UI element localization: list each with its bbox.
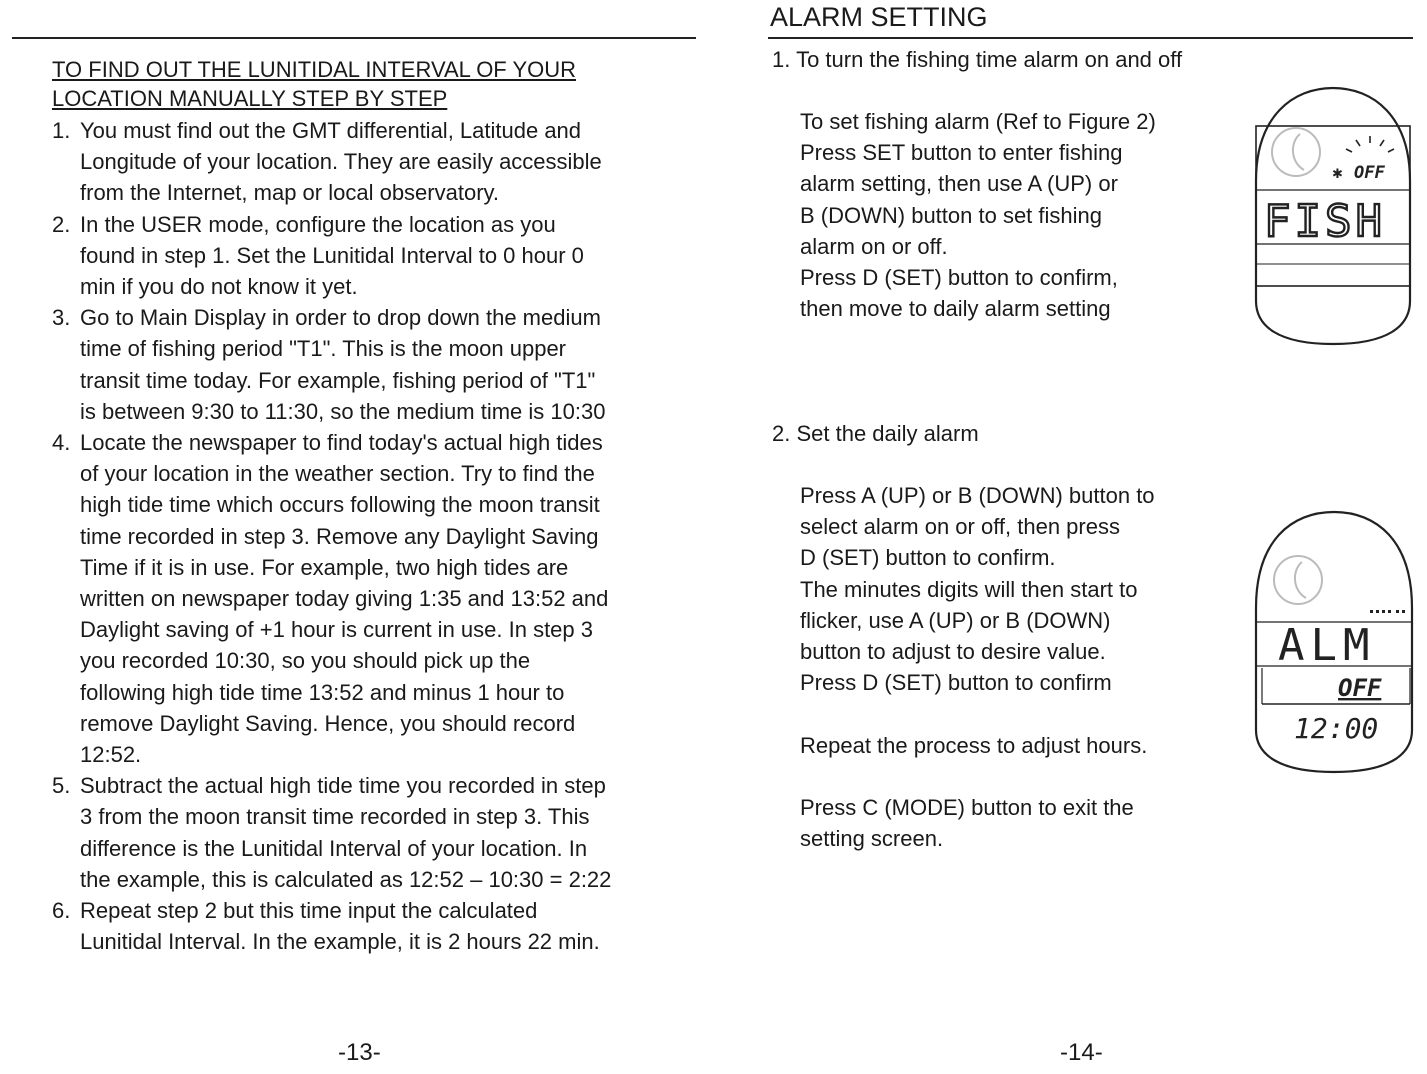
left-heading-line-2: LOCATION MANUALLY STEP BY STEP — [52, 86, 448, 111]
step-line: Subtract the actual high tide time you recorded in step — [80, 773, 606, 799]
text-line: Press SET button to enter fishing — [800, 140, 1123, 166]
text-line: button to adjust to desire value. — [800, 639, 1106, 665]
step-number: 2. — [52, 211, 71, 237]
step-line: from the Internet, map or local observatory. — [80, 180, 499, 206]
step-item — [52, 302, 700, 427]
text-line: then move to daily alarm setting — [800, 296, 1111, 322]
step-line: following high tide time 13:52 and minus 1 hour to — [80, 679, 565, 705]
step-line: Daylight saving of +1 hour is current in use. In step 3 — [80, 617, 594, 643]
page-number-right: -14- — [1060, 1039, 1103, 1066]
step-line: time of fishing period "T1". This is the moon upper — [80, 336, 567, 362]
section1-heading: 1. To turn the fishing time alarm on and off — [772, 47, 1183, 72]
step-number: 4. — [52, 430, 71, 456]
text-line: D (SET) button to confirm. — [800, 545, 1056, 571]
step-number: 6. — [52, 898, 71, 924]
section2-para3 — [800, 792, 1155, 854]
text-line: Press A (UP) or B (DOWN) button to — [800, 483, 1155, 508]
section1-body — [800, 106, 1156, 324]
step-line: Go to Main Display in order to drop down the medium — [80, 305, 601, 331]
text-line: Press D (SET) button to confirm, — [800, 265, 1118, 291]
step-line: Longitude of your location. They are easily accessible — [80, 149, 602, 175]
step-number: 5. — [52, 773, 71, 799]
text-line: To set fishing alarm (Ref to Figure 2) — [800, 109, 1156, 134]
page-title: ALARM SETTING — [770, 2, 988, 32]
lcd-status-text: OFF — [1338, 674, 1382, 702]
step-line: Repeat step 2 but this time input the calculated — [80, 898, 538, 924]
text-line: select alarm on or off, then press — [800, 514, 1120, 540]
step-item — [52, 895, 700, 957]
text-line: setting screen. — [800, 826, 944, 852]
text-line: alarm on or off. — [800, 233, 948, 259]
step-line: is between 9:30 to 11:30, so the medium time is 10:30 — [80, 398, 606, 424]
text-line: flicker, use A (UP) or B (DOWN) — [800, 607, 1111, 633]
step-line: time recorded in step 3. Remove any Daylight Saving — [80, 523, 599, 549]
step-line: the example, this is calculated as 12:52 – 10:30 = 2:22 — [80, 866, 612, 892]
step-item — [52, 115, 700, 209]
fishing-alarm-watch-figure — [1248, 86, 1418, 348]
top-rule-right — [768, 37, 1413, 39]
section2-para2 — [800, 730, 1155, 761]
text-line: Repeat the process to adjust hours. — [800, 732, 1148, 758]
step-item — [52, 209, 700, 303]
text-line: Press C (MODE) button to exit the — [800, 795, 1134, 820]
step-line: min if you do not know it yet. — [80, 274, 358, 300]
text-line: The minutes digits will then start to — [800, 576, 1138, 602]
step-line: found in step 1. Set the Lunitidal Interval to 0 hour 0 — [80, 242, 584, 268]
text-line: B (DOWN) button to set fishing — [800, 202, 1102, 228]
section2-para1 — [800, 480, 1155, 698]
left-heading-line-1: TO FIND OUT THE LUNITIDAL INTERVAL OF YOUR — [52, 57, 577, 82]
step-line: you recorded 10:30, so you should pick up the — [80, 648, 531, 674]
step-item — [52, 770, 700, 895]
step-line: Time if it is in use. For example, two high tides are — [80, 554, 569, 580]
section2-body — [800, 480, 1155, 854]
step-line: In the USER mode, configure the location as you — [80, 211, 556, 237]
page-number-left: -13- — [338, 1039, 381, 1066]
step-line: transit time today. For example, fishing period of "T1" — [80, 367, 596, 393]
step-line: Locate the newspaper to find today's actual high tides — [80, 430, 603, 456]
step-line: You must find out the GMT differential, Latitude and — [80, 118, 582, 143]
lcd-main-text: ALM — [1278, 620, 1376, 671]
step-line: of your location in the weather section. Try to find the — [80, 461, 595, 487]
steps-list — [52, 115, 700, 957]
step-item — [52, 427, 700, 770]
section2-heading: 2. Set the daily alarm — [772, 421, 979, 446]
text-line: alarm setting, then use A (UP) or — [800, 171, 1118, 197]
step-line: high tide time which occurs following the moon transit — [80, 492, 600, 518]
step-number: 1. — [52, 118, 71, 143]
text-line: Press D (SET) button to confirm — [800, 670, 1112, 696]
step-line: remove Daylight Saving. Hence, you should record — [80, 710, 576, 736]
daily-alarm-watch-figure — [1250, 510, 1418, 776]
left-page-content — [52, 57, 700, 957]
lcd-time-text: 12:00 — [1294, 712, 1379, 745]
step-line: difference is the Lunitidal Interval of your location. In — [80, 835, 588, 861]
lcd-main-text: FISH — [1264, 196, 1386, 247]
step-line: 12:52. — [80, 742, 142, 768]
top-rule-left — [12, 37, 696, 39]
step-line: Lunitidal Interval. In the example, it is 2 hours 22 min. — [80, 929, 600, 955]
step-line: written on newspaper today giving 1:35 and 13:52 and — [80, 586, 609, 612]
step-number: 3. — [52, 305, 71, 331]
lcd-status-text: OFF — [1354, 163, 1385, 183]
alarm-bell-icon: ✱ — [1332, 167, 1343, 182]
step-line: 3 from the moon transit time recorded in step 3. This — [80, 804, 590, 830]
